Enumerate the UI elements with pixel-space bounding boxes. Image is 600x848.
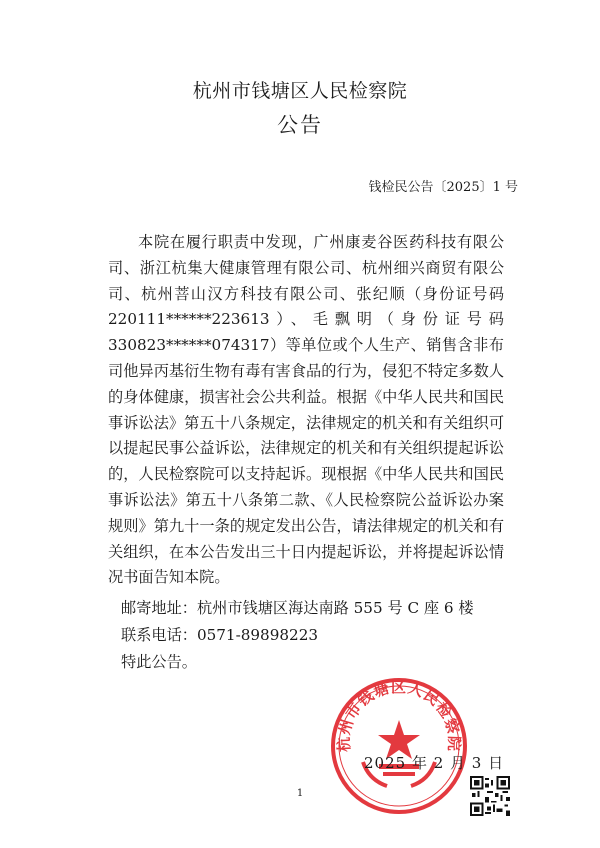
issuing-organization: 杭州市钱塘区人民检察院	[192, 80, 408, 102]
qr-code-icon[interactable]	[470, 776, 510, 816]
mailing-address: 邮寄地址：杭州市钱塘区海达南路 555 号 C 座 6 楼	[121, 599, 474, 617]
main-paragraph: 本院在履行职责中发现，广州康麦谷医药科技有限公司、浙江杭集大健康管理有限公司、杭州细兴商贸有限公司、杭州菩山汉方科技有限公司、张纪顺（身份证号码220111******223613）、毛飘明（身份证号码330823******074317）等单位或个人生产、销售含非布司他异丙基衍生物有毒有害食品的行为，侵犯不特定多数人的身体健康，损害社会公共利益。根据《中华人民共和国民事诉讼法》第五十八条规定，法律规定的机关和有关组织可以提起民事公益诉讼，法律规定的机关和有关组织提起诉讼的，人民检察院可以支持起诉。现根据《中华人民共和国民事诉讼法》第五十八条第二款、《人民检察院公益诉讼办案规则》第九十一条的规定发出公告，请法律规定的机关和有关组织，在本公告发出三十日内提起诉讼，并将提起诉讼情况书面告知本院。	[108, 233, 504, 587]
contact-phone: 联系电话：0571-89898223	[121, 626, 319, 644]
document-title: 公告	[277, 113, 323, 137]
issue-date: 2025 年 2 月 3 日	[364, 754, 505, 772]
svg-text:杭州市钱塘区人民检察院: 杭州市钱塘区人民检察院	[334, 678, 464, 753]
page-number: 1	[296, 788, 304, 799]
closing-statement: 特此公告。	[121, 653, 197, 671]
announcement-body	[108, 230, 504, 591]
contact-block	[121, 595, 474, 676]
document-number: 钱检民公告〔2025〕1 号	[368, 180, 518, 195]
official-seal	[329, 676, 469, 816]
